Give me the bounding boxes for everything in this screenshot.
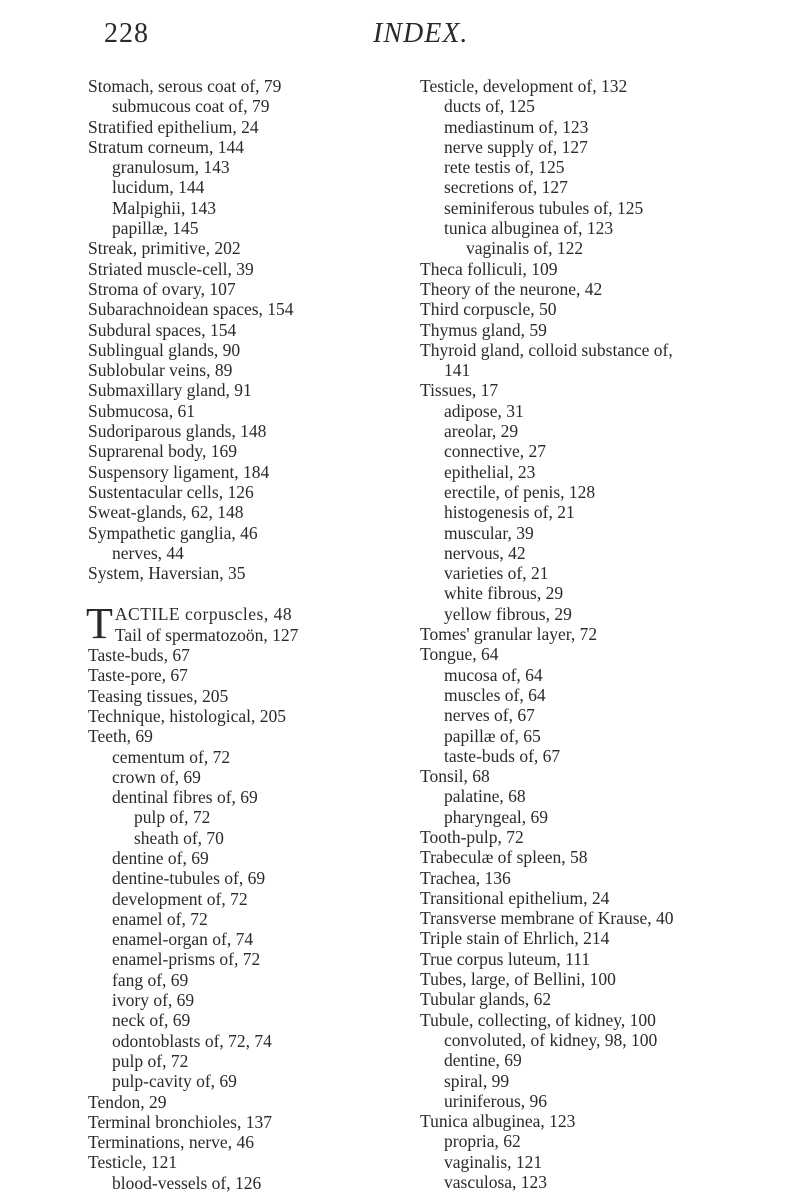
index-subentry: nerves of, 67 — [444, 705, 535, 726]
index-entry: Tooth-pulp, 72 — [420, 826, 524, 847]
section-gap — [88, 583, 408, 604]
index-entry: Stratified epithelium, 24 — [88, 116, 259, 137]
index-subentry: muscular, 39 — [444, 522, 534, 543]
index-entry: Tunica albuginea, 123 — [420, 1111, 576, 1132]
index-subentry: granulosum, 143 — [112, 157, 230, 178]
index-entry: Tomes' granular layer, 72 — [420, 624, 598, 645]
index-entry: Subarachnoidean spaces, 154 — [88, 299, 294, 320]
index-entry: Sweat-glands, 62, 148 — [88, 502, 244, 523]
index-subentry: adipose, 31 — [444, 400, 524, 421]
index-subentry: ducts of, 125 — [444, 96, 535, 117]
index-subentry: enamel-prisms of, 72 — [112, 949, 261, 970]
index-entry: Technique, histological, 205 — [88, 705, 287, 726]
index-subentry: Malpighii, 143 — [112, 197, 217, 218]
index-entry: Tissues, 17 — [420, 380, 499, 401]
index-subentry: spiral, 99 — [444, 1070, 510, 1091]
index-subentry: epithelial, 23 — [444, 461, 536, 482]
index-subentry: secretions of, 127 — [444, 177, 568, 198]
index-entry: ACTILE corpuscles, 48 — [114, 604, 293, 625]
drop-cap-letter: T — [86, 599, 113, 649]
index-entry: Trachea, 136 — [420, 867, 511, 888]
index-entry: Tubule, collecting, of kidney, 100 — [420, 1009, 656, 1030]
index-subentry: nerve supply of, 127 — [444, 136, 588, 157]
index-entry: Sublobular veins, 89 — [88, 360, 233, 381]
index-subentry: uriniferous, 96 — [444, 1090, 548, 1111]
index-entry: Sympathetic ganglia, 46 — [88, 522, 258, 543]
index-entry: Submucosa, 61 — [88, 400, 195, 421]
index-subentry: cementum of, 72 — [112, 746, 231, 767]
page-title: INDEX. — [373, 18, 469, 49]
index-subentry: mediastinum of, 123 — [444, 116, 589, 137]
index-section-t — [88, 645, 408, 1193]
index-entry: Testicle, 121 — [88, 1152, 178, 1173]
index-subentry: palatine, 68 — [444, 786, 526, 807]
index-subentry: pharyngeal, 69 — [444, 806, 548, 827]
index-entry: Stomach, serous coat of, 79 — [88, 76, 282, 96]
index-subentry: dentinal fibres of, 69 — [112, 787, 258, 808]
index-entry: Transverse membrane of Krause, 40 — [420, 908, 674, 929]
index-subentry: taste-buds of, 67 — [444, 745, 561, 766]
index-entry: Thymus gland, 59 — [420, 319, 547, 340]
index-subentry: submucous coat of, 79 — [112, 96, 270, 117]
index-entry: Suprarenal body, 169 — [88, 441, 238, 462]
index-subentry: dentine, 69 — [444, 1050, 522, 1071]
page-number: 228 — [104, 18, 149, 49]
index-entry: Sublingual glands, 90 — [88, 339, 241, 360]
index-entry: Thyroid gland, colloid substance of, — [420, 339, 673, 360]
index-subentry: seminiferous tubules of, 125 — [444, 197, 644, 218]
index-subentry: erectile, of penis, 128 — [444, 481, 596, 502]
index-entry: Terminal bronchioles, 137 — [88, 1111, 272, 1132]
index-entry: Striated muscle-cell, 39 — [88, 258, 254, 279]
index-subentry: pulp-cavity of, 69 — [112, 1071, 237, 1092]
drop-cap-entry — [86, 599, 408, 649]
index-subentry: vasculosa, 123 — [444, 1172, 548, 1193]
index-entry: Tongue, 64 — [420, 644, 499, 665]
index-subentry: histogenesis of, 21 — [444, 502, 575, 523]
index-entry: Sustentacular cells, 126 — [88, 481, 254, 502]
index-subentry: lucidum, 144 — [112, 177, 205, 198]
index-subentry: papillæ of, 65 — [444, 725, 541, 746]
index-entry: Taste-pore, 67 — [88, 665, 188, 686]
right-column — [420, 76, 795, 1192]
index-section-t-continued — [420, 76, 795, 1192]
index-subentry: rete testis of, 125 — [444, 157, 565, 178]
index-entry: Teeth, 69 — [88, 726, 153, 747]
index-subentry: yellow fibrous, 29 — [444, 603, 572, 624]
index-entry: Triple stain of Ehrlich, 214 — [420, 928, 610, 949]
left-column — [88, 76, 408, 1193]
index-entry: Tail of spermatozoön, 127 — [114, 624, 299, 645]
index-entry: Trabeculæ of spleen, 58 — [420, 847, 588, 868]
index-entry: Sudoriparous glands, 148 — [88, 421, 267, 442]
index-entry: Taste-buds, 67 — [88, 645, 190, 666]
index-subentry: odontoblasts of, 72, 74 — [112, 1030, 272, 1051]
index-subentry: vaginalis of, 122 — [466, 238, 584, 259]
index-entry: Terminations, nerve, 46 — [88, 1132, 254, 1153]
index-subentry: sheath of, 70 — [134, 827, 224, 848]
index-entry: Submaxillary gland, 91 — [88, 380, 252, 401]
index-subentry: 141 — [444, 360, 471, 381]
index-subentry: pulp of, 72 — [112, 1050, 189, 1071]
index-subentry: vaginalis, 121 — [444, 1151, 543, 1172]
index-entry: Tubular glands, 62 — [420, 989, 552, 1010]
index-entry: Testicle, development of, 132 — [420, 76, 628, 96]
index-entry: Tendon, 29 — [88, 1091, 167, 1112]
index-entry: Third corpuscle, 50 — [420, 299, 557, 320]
index-entry: Theory of the neurone, 42 — [420, 278, 603, 299]
index-subentry: dentine of, 69 — [112, 847, 209, 868]
index-entry: Theca folliculi, 109 — [420, 258, 558, 279]
index-subentry: propria, 62 — [444, 1131, 521, 1152]
index-subentry: fang of, 69 — [112, 969, 189, 990]
index-entry: Teasing tissues, 205 — [88, 685, 229, 706]
index-subentry: tunica albuginea of, 123 — [444, 218, 614, 239]
index-subentry: muscles of, 64 — [444, 684, 546, 705]
index-entry: Stroma of ovary, 107 — [88, 278, 236, 299]
index-subentry: areolar, 29 — [444, 421, 519, 442]
index-entry: True corpus luteum, 111 — [420, 948, 591, 969]
index-subentry: ivory of, 69 — [112, 990, 195, 1011]
index-section-s — [88, 76, 408, 583]
index-subentry: connective, 27 — [444, 441, 547, 462]
index-subentry: mucosa of, 64 — [444, 664, 543, 685]
index-subentry: nervous, 42 — [444, 542, 526, 563]
index-subentry: papillæ, 145 — [112, 218, 199, 239]
index-entry: Suspensory ligament, 184 — [88, 461, 270, 482]
index-subentry: blood-vessels of, 126 — [112, 1172, 262, 1193]
index-entry: Streak, primitive, 202 — [88, 238, 241, 259]
index-entry: Tubes, large, of Bellini, 100 — [420, 969, 616, 990]
index-entry: Transitional epithelium, 24 — [420, 887, 610, 908]
index-subentry: enamel-organ of, 74 — [112, 929, 254, 950]
index-entry: Tonsil, 68 — [420, 766, 490, 787]
index-subentry: neck of, 69 — [112, 1010, 191, 1031]
index-subentry: convoluted, of kidney, 98, 100 — [444, 1029, 658, 1050]
index-subentry: enamel of, 72 — [112, 908, 208, 929]
index-entry: System, Haversian, 35 — [88, 563, 246, 584]
index-subentry: development of, 72 — [112, 888, 248, 909]
index-subentry: white fibrous, 29 — [444, 583, 564, 604]
index-entry: Stratum corneum, 144 — [88, 136, 245, 157]
index-entry: Subdural spaces, 154 — [88, 319, 237, 340]
index-subentry: nerves, 44 — [112, 542, 184, 563]
index-subentry: dentine-tubules of, 69 — [112, 868, 266, 889]
index-subentry: varieties of, 21 — [444, 563, 549, 584]
index-subentry: pulp of, 72 — [134, 807, 211, 828]
index-subentry: crown of, 69 — [112, 766, 201, 787]
